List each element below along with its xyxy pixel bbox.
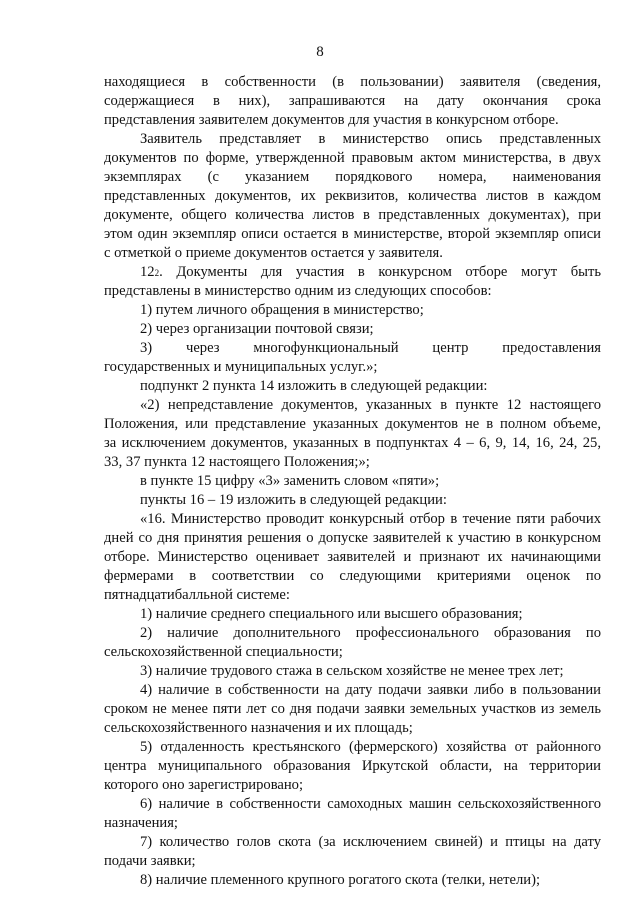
- line-text: Заявитель представляет в министерство опись представленных: [140, 131, 601, 147]
- text-line: [104, 567, 601, 586]
- line-text: находящиеся в собственности (в пользовании) заявителя (сведения,: [104, 74, 601, 90]
- line-text: 6) наличие в собственности самоходных машин сельскохозяйственного: [140, 796, 601, 812]
- text-line: [104, 377, 601, 396]
- paragraph-number: 12: [140, 264, 155, 280]
- line-text: 3) наличие трудового стажа в сельском хозяйстве не менее трех лет;: [140, 663, 564, 679]
- page-number: 8: [316, 44, 324, 60]
- text-line: [104, 149, 601, 168]
- text-line: [104, 111, 601, 130]
- text-line: [104, 605, 601, 624]
- text-line: [104, 662, 601, 681]
- line-text: фермерами в соответствии со следующими критериями оценок по: [104, 568, 601, 584]
- text-line: [104, 586, 601, 605]
- text-line: [104, 339, 601, 358]
- line-text: пятнадцатибалльной системе:: [104, 587, 290, 603]
- line-text: в пункте 15 цифру «3» заменить словом «пяти»;: [140, 473, 440, 489]
- text-line: [104, 187, 601, 206]
- text-line: [104, 814, 601, 833]
- line-text: центра муниципального образования Иркутской области, на территории: [104, 758, 601, 774]
- text-line: [104, 206, 601, 225]
- line-text: 5) отдаленность крестьянского (фермерского) хозяйства от районного: [140, 739, 601, 755]
- text-line: [104, 681, 601, 700]
- line-text: содержащиеся в них), запрашиваются на дату окончания срока: [104, 93, 601, 109]
- text-line: [104, 130, 601, 149]
- line-text: сельскохозяйственной специальности;: [104, 644, 343, 660]
- line-text: назначения;: [104, 815, 178, 831]
- line-text: этом один экземпляр описи остается в министерстве, второй экземпляр описи: [104, 226, 601, 242]
- text-line: [104, 624, 601, 643]
- line-text: . Документы для участия в конкурсном отборе могут быть: [159, 264, 601, 280]
- line-text: «2) непредставление документов, указанных в пункте 12 настоящего: [140, 397, 601, 413]
- text-line: [104, 871, 601, 890]
- text-line: [104, 225, 601, 244]
- line-text: 2) наличие дополнительного профессионального образования по: [140, 625, 601, 641]
- text-line: [104, 320, 601, 339]
- text-line: [104, 529, 601, 548]
- line-text: представленных документов, их реквизитов, количества листов в каждом: [104, 188, 601, 204]
- line-text: сельскохозяйственного назначения и их площадь;: [104, 720, 413, 736]
- text-line: [104, 301, 601, 320]
- line-text: сроком не менее пяти лет со дня подачи заявки земельных участков из земель: [104, 701, 601, 717]
- document-body: [104, 73, 601, 890]
- text-line: [104, 453, 601, 472]
- text-line: [104, 700, 601, 719]
- line-text: подачи заявки;: [104, 853, 196, 869]
- line-text: 2) через организации почтовой связи;: [140, 321, 374, 337]
- text-line: [104, 396, 601, 415]
- line-text: Положения, или представление указанных документов не в полном объеме,: [104, 416, 601, 432]
- line-text: пункты 16 – 19 изложить в следующей редакции:: [140, 492, 447, 508]
- text-line: [104, 472, 601, 491]
- text-line: [104, 358, 601, 377]
- line-text: 4) наличие в собственности на дату подачи заявки либо в пользовании: [140, 682, 601, 698]
- text-line: [104, 244, 601, 263]
- text-line: [104, 643, 601, 662]
- line-text: 1) наличие среднего специального или высшего образования;: [140, 606, 523, 622]
- text-line: [104, 491, 601, 510]
- line-text: 3) через многофункциональный центр предоставления: [140, 340, 601, 356]
- text-line: [104, 168, 601, 187]
- line-text: 33, 37 пункта 12 настоящего Положения;»;: [104, 454, 370, 470]
- text-line: [104, 795, 601, 814]
- line-text: 1) путем личного обращения в министерство;: [140, 302, 424, 318]
- text-line: [104, 833, 601, 852]
- text-line: [104, 282, 601, 301]
- text-line: [104, 757, 601, 776]
- text-line: [104, 510, 601, 529]
- text-line: [104, 719, 601, 738]
- line-text: представлены в министерство одним из следующих способов:: [104, 283, 492, 299]
- line-text: отборе. Министерство оценивает заявителей и признают их начинающими: [104, 549, 601, 565]
- line-text: представления заявителем документов для участия в конкурсном отборе.: [104, 112, 559, 128]
- text-line: [104, 776, 601, 795]
- line-text: государственных и муниципальных услуг.»;: [104, 359, 378, 375]
- text-line: 12 2 . Документы для участия в конкурсном отборе могут быть: [140, 264, 601, 280]
- line-text: документе, общего количества листов в представленных документах), при: [104, 207, 601, 223]
- line-text: 7) количество голов скота (за исключением свиней) и птицы на дату: [140, 834, 601, 850]
- line-text: с отметкой о приеме документов остается у заявителя.: [104, 245, 443, 261]
- line-text: документов по форме, утвержденной правовым актом министерства, в двух: [104, 150, 601, 166]
- text-line: [104, 434, 601, 453]
- text-line: [104, 92, 601, 111]
- line-text: которого оно зарегистрировано;: [104, 777, 304, 793]
- text-line: [104, 852, 601, 871]
- text-line: [104, 73, 601, 92]
- line-text: дней со дня принятия решения о допуске заявителей к участию в конкурсном: [104, 530, 601, 546]
- text-line: [104, 548, 601, 567]
- text-line: [104, 738, 601, 757]
- line-text: 8) наличие племенного крупного рогатого скота (телки, нетели);: [140, 872, 541, 888]
- text-line: [104, 415, 601, 434]
- line-text: подпункт 2 пункта 14 изложить в следующей редакции:: [140, 378, 488, 394]
- line-text: экземплярах (с указанием порядкового номера, наименования: [104, 169, 601, 185]
- line-text: за исключением документов, указанных в подпунктах 4 – 6, 9, 14, 16, 24, 25,: [104, 435, 601, 451]
- line-text: «16. Министерство проводит конкурсный отбор в течение пяти рабочих: [140, 511, 601, 527]
